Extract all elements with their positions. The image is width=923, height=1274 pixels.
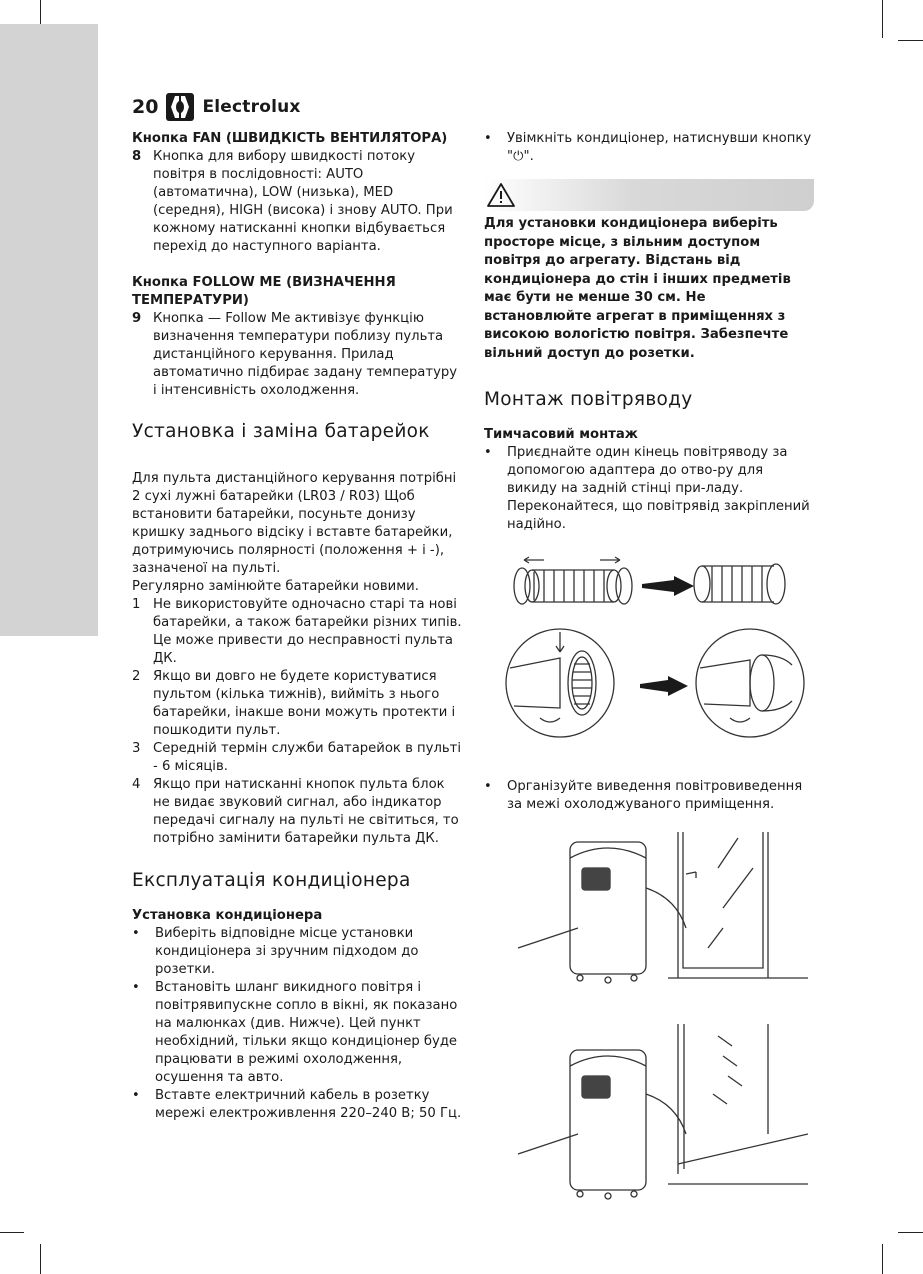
bullet-text: Приєднайте один кінець повітряводу за допомогою адаптера до отво-ру для викиду на задній стінці при-ладу. Переконайтеся, що повітрявід закріплений надійно. bbox=[507, 445, 810, 532]
warning-bar bbox=[484, 179, 814, 211]
bullet-icon: • bbox=[484, 779, 492, 794]
item-number: 8 bbox=[132, 149, 142, 164]
fan-heading: Кнопка FAN (ШВИДКІСТЬ ВЕНТИЛЯТОРА) bbox=[132, 131, 448, 146]
item-text: Якщо при натисканні кнопок пульта блок не видає звуковий сигнал, або індикатор передачі сигналу на пульті не світиться, то потрібно замінити батарейки пульта ДК. bbox=[153, 777, 459, 846]
item-text: Кнопка для вибору швидкості потоку повітря в послідовності: AUTO (автоматична), LOW (низька), MED (середня), HIGH (висока) і знову AUTO. При кожному натисканні кнопки відбувається перехід до наступного варіанта. bbox=[153, 149, 453, 254]
battery-list bbox=[132, 596, 464, 848]
crop-mark bbox=[882, 1244, 883, 1274]
window-install-figure-2 bbox=[508, 1024, 808, 1214]
left-column bbox=[132, 130, 464, 1123]
grille-mount-figure bbox=[500, 628, 820, 738]
item-text: Не використовуйте одночасно старі та нові батарейки, а також батарейки різних типів. Це може привести до несправності пульта ДК. bbox=[153, 597, 462, 666]
temp-install-heading: Тимчасовий монтаж bbox=[484, 427, 638, 442]
duct-section-title: Монтаж повітряводу bbox=[484, 389, 693, 410]
bullet-icon: • bbox=[132, 1088, 140, 1103]
bullet-text: Встановіть шланг викидного повітря і повітрявипускне сопло в вікні, як показано на малюнках (див. Нижче). Цей пункт необхідний, тільки якщо кондиціонер буде працювати в режимі охолодження, осушення та авто. bbox=[155, 980, 458, 1085]
hose-adapter-figure bbox=[504, 548, 824, 618]
warning-text: Для установки кондиціонера виберіть просторе місце, з вільним доступом повітря до агрегату. Відстань від кондиціонера до стін і інших предметів має бути не менше 30 см. Не встановлюйте агрегат в приміщеннях з високою вологістю повітря. Забезпечте вільний доступ до розетки. bbox=[484, 216, 791, 361]
bullet-icon: • bbox=[132, 926, 140, 941]
crop-mark bbox=[898, 1232, 923, 1233]
bullet-item bbox=[484, 778, 814, 814]
bullet-item bbox=[132, 925, 464, 979]
item-number: 4 bbox=[132, 777, 141, 792]
bullet-item bbox=[484, 444, 814, 534]
bullet-icon: • bbox=[132, 980, 140, 995]
page-number: 20 bbox=[132, 96, 159, 118]
numbered-item bbox=[132, 668, 464, 740]
item-text: Середній термін служби батарейок в пульті - 6 місяців. bbox=[153, 741, 462, 774]
numbered-item bbox=[132, 148, 464, 256]
bullet-text: Увімкніть кондиціонер, натиснувши кнопку "⏻". bbox=[507, 131, 812, 164]
battery-replace-note: Регулярно замінюйте батарейки новими. bbox=[132, 579, 419, 594]
crop-mark bbox=[40, 1244, 41, 1274]
numbered-item bbox=[132, 596, 464, 668]
bullet-item bbox=[132, 1087, 464, 1123]
bullet-icon: • bbox=[484, 131, 492, 146]
install-heading: Установка кондиціонера bbox=[132, 908, 323, 923]
page-header bbox=[132, 92, 301, 122]
crop-mark bbox=[898, 40, 923, 41]
electrolux-logo-icon bbox=[166, 93, 194, 121]
warning-triangle-icon bbox=[486, 182, 516, 208]
crop-mark bbox=[882, 0, 883, 38]
bullet-text: Вставте електричний кабель в розетку мережі електроживлення 220–240 В; 50 Гц. bbox=[155, 1088, 462, 1121]
side-tab bbox=[0, 24, 98, 636]
item-text: Якщо ви довго не будете користуватися пультом (кілька тижнів), вийміть з нього батарейки, інакше вони можуть протекти і пошкодити пульт. bbox=[153, 669, 456, 738]
battery-section-title: Установка і заміна батарейок bbox=[132, 421, 430, 442]
bullet-text: Виберіть відповідне місце установки кондиціонера зі зручним підходом до розетки. bbox=[155, 926, 419, 977]
numbered-item bbox=[132, 776, 464, 848]
bullet-item bbox=[132, 979, 464, 1087]
numbered-item bbox=[132, 310, 464, 400]
right-column bbox=[484, 130, 814, 1214]
item-text: Кнопка — Follow Me активізує функцію визначення температури поблизу пульта дистанційного керування. Прилад автоматично підбирає задану температуру і інтенсивність охолодження. bbox=[153, 311, 458, 398]
item-number: 1 bbox=[132, 597, 141, 612]
follow-heading: Кнопка FOLLOW ME (ВИЗНАЧЕННЯ ТЕМПЕРАТУРИ) bbox=[132, 275, 396, 308]
numbered-item bbox=[132, 740, 464, 776]
item-number: 3 bbox=[132, 741, 141, 756]
crop-mark bbox=[0, 1232, 24, 1233]
bullet-item bbox=[484, 130, 814, 166]
window-install-figure-1 bbox=[508, 828, 808, 1008]
item-number: 2 bbox=[132, 669, 141, 684]
bullet-text: Організуйте виведення повітровиведення за межі охолоджуваного приміщення. bbox=[507, 779, 803, 812]
operation-section-title: Експлуатація кондиціонера bbox=[132, 870, 411, 891]
battery-intro: Для пульта дистанційного керування потрібні 2 сухі лужні батарейки (LR03 / R03) Щоб встановити батарейки, посуньте донизу кришку заднього відсіку і вставте батарейки, дотримуючись полярності (положення + і -), зазначеної на пульті. bbox=[132, 471, 457, 576]
item-number: 9 bbox=[132, 311, 142, 326]
bullet-icon: • bbox=[484, 445, 492, 460]
brand-name: Electrolux bbox=[202, 97, 301, 117]
